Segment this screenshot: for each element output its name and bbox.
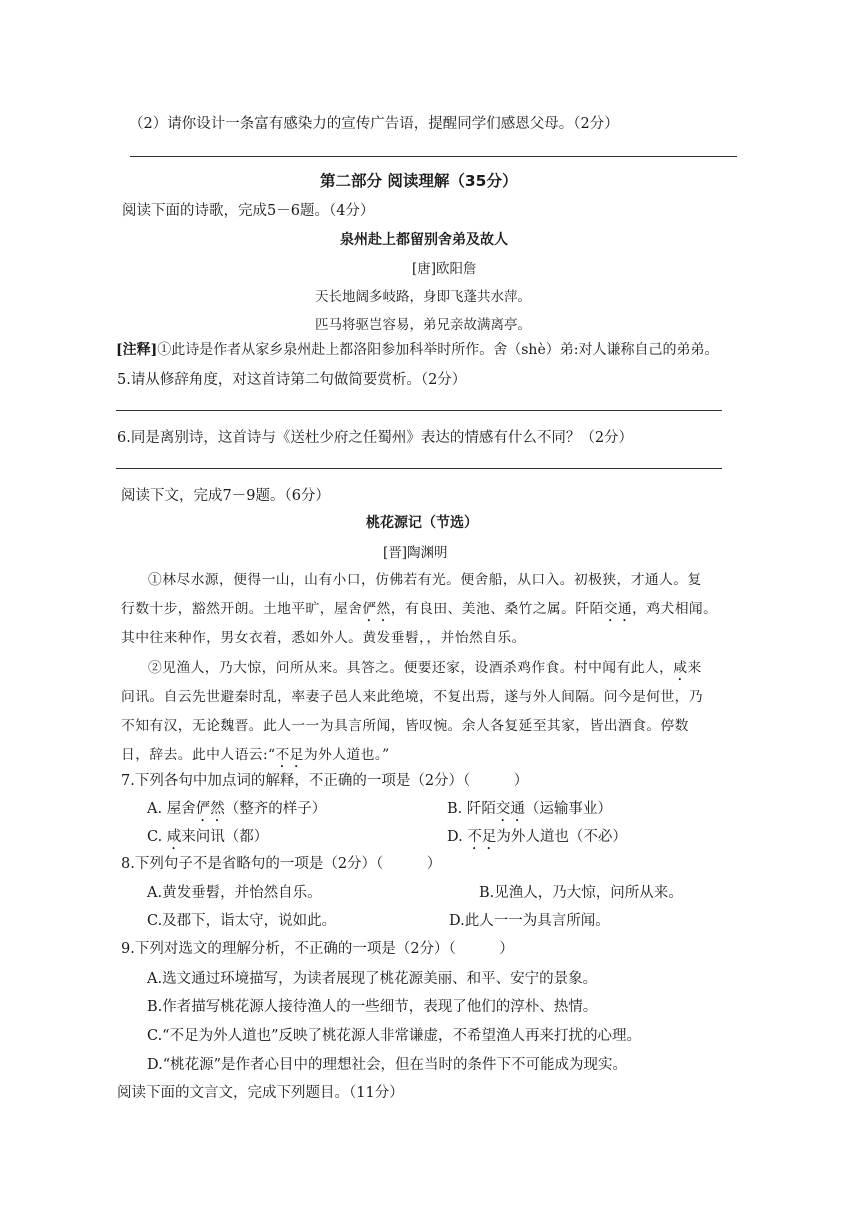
poem-line-1: 天长地阔多岐路，身即飞蓬共水萍。 [315, 289, 531, 305]
note-label: [注释] [116, 342, 158, 358]
poem-intro: 阅读下面的诗歌，完成5－6题。（4分） [122, 203, 375, 219]
poem-author: [唐]欧阳詹 [412, 261, 477, 277]
q9-option-c: C.“不足为外人道也”反映了桃花源人非常谦虚，不希望渔人再来打扰的心理。 [147, 1028, 642, 1044]
poem-note [116, 339, 718, 359]
prose-author: [晋]陶渊明 [383, 545, 448, 561]
question-6: 6.同是离别诗，这首诗与《送杜少府之任蜀州》表达的情感有什么不同？（2分） [117, 430, 634, 446]
question-5: 5.请从修辞角度，对这首诗第二句做简要赏析。（2分） [117, 372, 467, 388]
question-8: 8.下列句子不是省略句的一项是（2分）（ ） [121, 856, 442, 872]
prose-p2-line2: 问讯。自云先世避秦时乱，率妻子邑人来此绝境，不复出焉，遂与外人间隔。问今是何世，乃 [121, 689, 704, 705]
prose-intro: 阅读下文，完成7－9题。（6分） [121, 488, 330, 504]
q9-option-d: D.“桃花源”是作者心目中的理想社会，但在当时的条件下不可能成为现实。 [147, 1057, 628, 1073]
prose-p2-line4: 日，辞去。此中人语云:“不足为外人道也。” [121, 747, 390, 763]
poem-title: 泉州赴上都留别舍弟及故人 [340, 232, 508, 248]
q8-option-a: A.黄发垂髫，并怡然自乐。 [147, 885, 322, 901]
answer-line-q4 [130, 156, 737, 157]
q9-option-b: B.作者描写桃花源人接待渔人的一些细节，表现了他们的淳朴、热情。 [147, 999, 598, 1015]
answer-line-q5 [116, 410, 722, 411]
prose-p1-line2: 行数十步，豁然开朗。土地平旷，屋舍俨然，有良田、美池、桑竹之属。阡陌交通，鸡犬相闻。 [121, 601, 718, 617]
prose-p2-line3: 不知有汉，无论魏晋。此人一一为具言所闻，皆叹惋。余人各复延至其家，皆出酒食。停数 [121, 718, 689, 734]
q7-option-a: A. 屋舍俨然（整齐的样子） [147, 801, 327, 817]
q7-option-b: B. 阡陌交通（运输事业） [447, 801, 612, 817]
q8-option-b: B.见渔人，乃大惊，问所从来。 [479, 885, 683, 901]
q7-option-d: D. 不足为外人道也（不必） [447, 829, 627, 845]
classical-intro: 阅读下面的文言文，完成下列题目。（11分） [117, 1085, 404, 1101]
note-text: ①此诗是作者从家乡泉州赴上都洛阳参加科举时所作。舍（shè）弟:对人谦称自己的弟弟。 [157, 342, 719, 358]
q8-option-c: C.及郡下，诣太守，说如此。 [147, 913, 337, 929]
answer-line-q6 [116, 468, 722, 469]
poem-line-2: 匹马将驱岂容易，弟兄亲故满离亭。 [315, 317, 531, 333]
q7-option-c: C. 咸来问讯（都） [147, 829, 269, 845]
prose-title: 桃花源记（节选） [366, 515, 478, 531]
q8-option-d: D.此人一一为具言所闻。 [449, 913, 610, 929]
q9-option-a: A.选文通过环境描写，为读者展现了桃花源美丽、和平、安宁的景象。 [147, 971, 598, 987]
question-9: 9.下列对选文的理解分析，不正确的一项是（2分）（ ） [121, 941, 514, 957]
question-4-2: （2）请你设计一条富有感染力的宣传广告语，提醒同学们感恩父母。（2分） [129, 116, 619, 132]
question-7: 7.下列各句中加点词的解释，不正确的一项是（2分）（ ） [121, 773, 529, 789]
prose-p1-line3: 其中往来种作，男女衣着，悉如外人。黄发垂髫，，并怡然自乐。 [121, 630, 526, 646]
prose-p1-line1: ①林尽水源，便得一山，山有小口，仿佛若有光。便舍船，从口入。初极狭，才通人。复 [148, 572, 702, 588]
part2-title: 第二部分 阅读理解（35分） [320, 172, 518, 190]
prose-p2-line1: ②见渔人，乃大惊，问所从来。具答之。便要还家，设酒杀鸡作食。村中闻有此人，咸来 [148, 660, 702, 676]
